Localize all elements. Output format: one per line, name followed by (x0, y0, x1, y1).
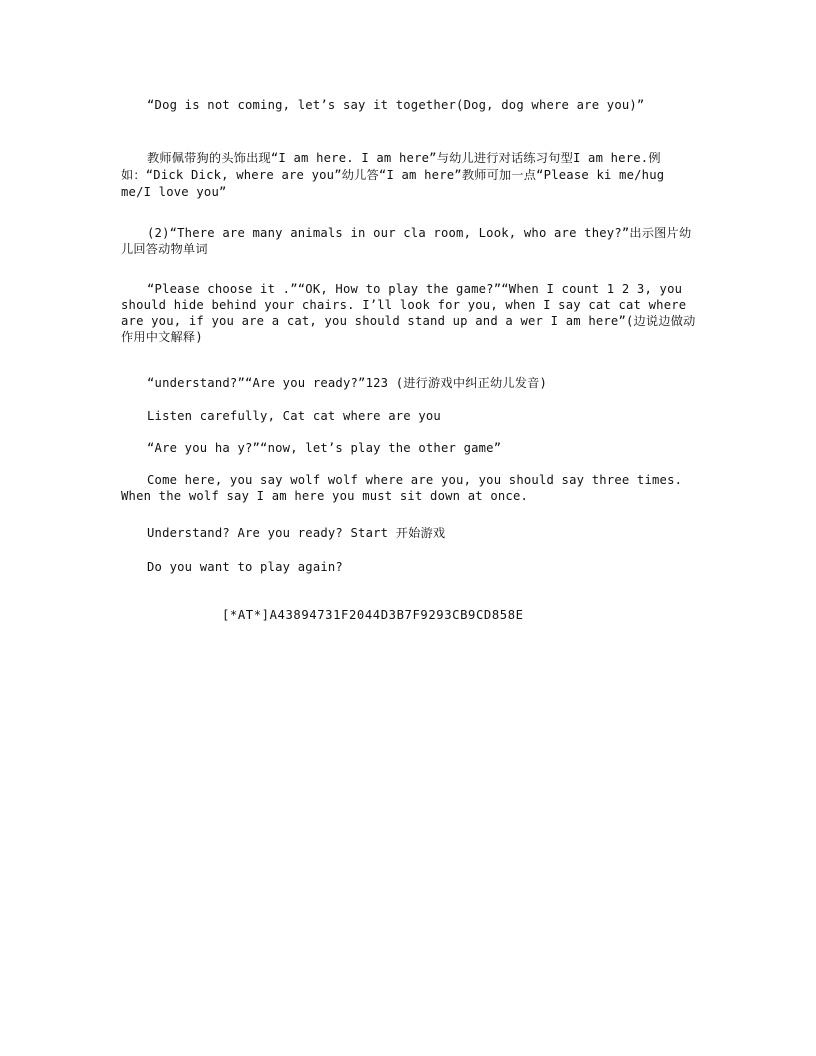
paragraph-start-game (121, 525, 696, 541)
paragraph-text: “Dog is not coming, let’s say it together(Dog, dog where are you)” (147, 98, 645, 112)
paragraph-text: “understand?”“Are you ready?”123 (进行游戏中纠正幼儿发音) (147, 376, 548, 390)
paragraph-text: 教师佩带狗的头饰出现“I am here. I am here”与幼儿进行对话练习句型I am here.例如：“Dick Dick, where are you”幼儿答“I am here”教师可加一点“Please ki me/hug me/I love you” (121, 151, 672, 199)
paragraph-text: (2)“There are many animals in our cla room, Look, who are they?”出示图片幼儿回答动物单词 (121, 226, 692, 256)
paragraph-dog-not-coming (121, 97, 696, 113)
paragraph-text: Do you want to play again? (147, 560, 343, 574)
paragraph-play-again (121, 559, 696, 575)
paragraph-text: “Are you ha y?”“now, let’s play the other game” (147, 441, 502, 455)
paragraph-game-rules (121, 281, 696, 345)
paragraph-text: Come here, you say wolf wolf where are you, you should say three times. When the wolf say I am here you must sit down at once. (121, 473, 690, 503)
paragraph-text: Understand? Are you ready? Start 开始游戏 (147, 526, 446, 540)
footer-document-code: [*AT*]A43894731F2044D3B7F9293CB9CD858E (222, 608, 524, 622)
paragraph-teacher-headdress (121, 150, 696, 201)
paragraph-text: Listen carefully, Cat cat where are you (147, 409, 441, 423)
paragraph-many-animals (121, 225, 696, 257)
paragraph-listen-carefully (121, 408, 696, 424)
paragraph-understand-ready (121, 375, 696, 391)
paragraph-text: “Please choose it .”“OK, How to play the game?”“When I count 1 2 3, you should hide behind your chairs. I’ll look for you, when I say cat cat where are you, if you are a cat, you should stand up and a wer I am here”(边说边做动作用中文解释) (121, 282, 696, 344)
paragraph-wolf-game (121, 472, 696, 504)
paragraph-are-you-happy (121, 440, 696, 456)
